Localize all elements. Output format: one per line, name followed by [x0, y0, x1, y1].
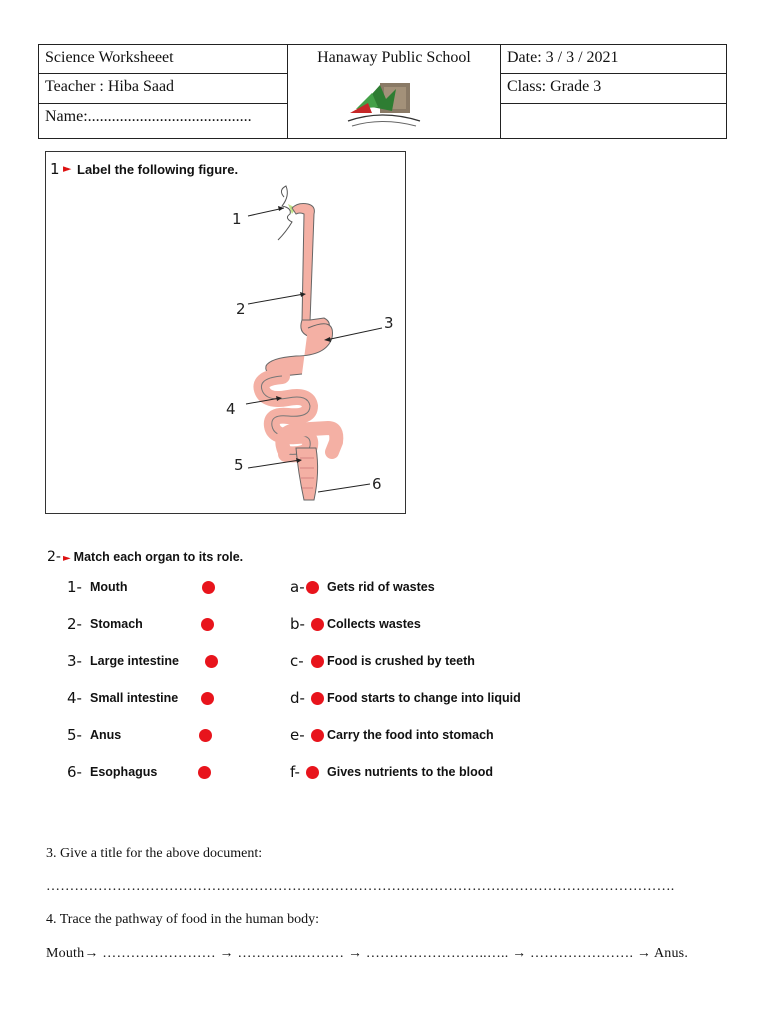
question1-title: Label the following figure. — [77, 162, 239, 177]
role-text: Food is crushed by teeth — [327, 654, 475, 668]
figure-label-6: 6 — [372, 475, 382, 493]
question2-title: Match each organ to its role. — [73, 550, 244, 564]
question1-figure-box — [45, 151, 406, 514]
school-logo-icon — [342, 79, 426, 131]
esophagus-shape — [292, 204, 314, 323]
figure-label-1: 1 — [232, 210, 242, 228]
organ-dot[interactable] — [205, 655, 218, 668]
question4-text: 4. Trace the pathway of food in the human body: — [46, 912, 319, 927]
subject-cell: Science Worksheeet — [39, 45, 288, 74]
organ-name: Small intestine — [90, 691, 179, 705]
question1-number: 1 — [50, 160, 60, 178]
figure-label-3: 3 — [384, 314, 394, 332]
match-row — [0, 578, 768, 600]
organ-dot[interactable] — [201, 692, 214, 705]
role-text: Collects wastes — [327, 617, 421, 631]
role-text: Gives nutrients to the blood — [327, 765, 493, 779]
role-letter: f- — [290, 763, 300, 781]
mouth-outline — [278, 186, 292, 240]
question2-arrow-icon: ► — [62, 553, 71, 564]
match-row — [0, 652, 768, 674]
role-text: Carry the food into stomach — [327, 728, 494, 742]
role-letter: b- — [290, 615, 305, 633]
role-text: Gets rid of wastes — [327, 580, 435, 594]
teacher-cell: Teacher : Hiba Saad — [39, 74, 288, 103]
role-letter: a- — [290, 578, 305, 596]
digestive-system-diagram — [46, 152, 407, 515]
role-dot[interactable] — [311, 655, 324, 668]
rectum-shape — [296, 448, 318, 500]
organ-number: 2- — [67, 615, 82, 633]
organ-dot[interactable] — [199, 729, 212, 742]
organ-name: Mouth — [90, 580, 128, 594]
question1-arrow-icon: ► — [63, 162, 72, 175]
match-row — [0, 689, 768, 711]
worksheet-header — [38, 44, 727, 139]
organ-dot[interactable] — [202, 581, 215, 594]
question2-heading — [47, 549, 243, 565]
school-name: Hanaway Public School — [317, 49, 471, 66]
role-dot[interactable] — [311, 618, 324, 631]
question3-answer-line[interactable]: ……………………………………………………………………………………………………………………. — [46, 879, 675, 894]
organ-number: 4- — [67, 689, 82, 707]
organ-name: Stomach — [90, 617, 143, 631]
question3-text: 3. Give a title for the above document: — [46, 846, 263, 861]
organ-name: Anus — [90, 728, 122, 742]
match-row — [0, 615, 768, 637]
role-letter: c- — [290, 652, 304, 670]
organ-number: 6- — [67, 763, 82, 781]
figure-label-4: 4 — [226, 400, 236, 418]
role-dot[interactable] — [311, 692, 324, 705]
organ-name: Large intestine — [90, 654, 179, 668]
figure-label-2: 2 — [236, 300, 246, 318]
match-row — [0, 726, 768, 748]
role-dot[interactable] — [311, 729, 324, 742]
class-cell: Class: Grade 3 — [501, 74, 727, 103]
role-letter: d- — [290, 689, 305, 707]
role-dot[interactable] — [306, 766, 319, 779]
question2-number: 2- — [47, 549, 61, 565]
role-letter: e- — [290, 726, 305, 744]
organ-dot[interactable] — [198, 766, 211, 779]
organ-dot[interactable] — [201, 618, 214, 631]
empty-cell — [501, 103, 727, 138]
organ-name: Esophagus — [90, 765, 158, 779]
name-field[interactable]: Name:......................................... — [39, 103, 288, 138]
question4-pathway-line[interactable]: Mouth→ …………………… → …………..……… → ……………………..….. → …………………. → Anus. — [46, 946, 689, 961]
organ-number: 3- — [67, 652, 82, 670]
stomach-shape — [266, 324, 333, 376]
organ-number: 1- — [67, 578, 82, 596]
figure-label-5: 5 — [234, 456, 244, 474]
role-dot[interactable] — [306, 581, 319, 594]
date-cell: Date: 3 / 3 / 2021 — [501, 45, 727, 74]
school-cell — [288, 45, 501, 139]
organ-number: 5- — [67, 726, 82, 744]
match-row — [0, 763, 768, 785]
role-text: Food starts to change into liquid — [327, 691, 521, 705]
